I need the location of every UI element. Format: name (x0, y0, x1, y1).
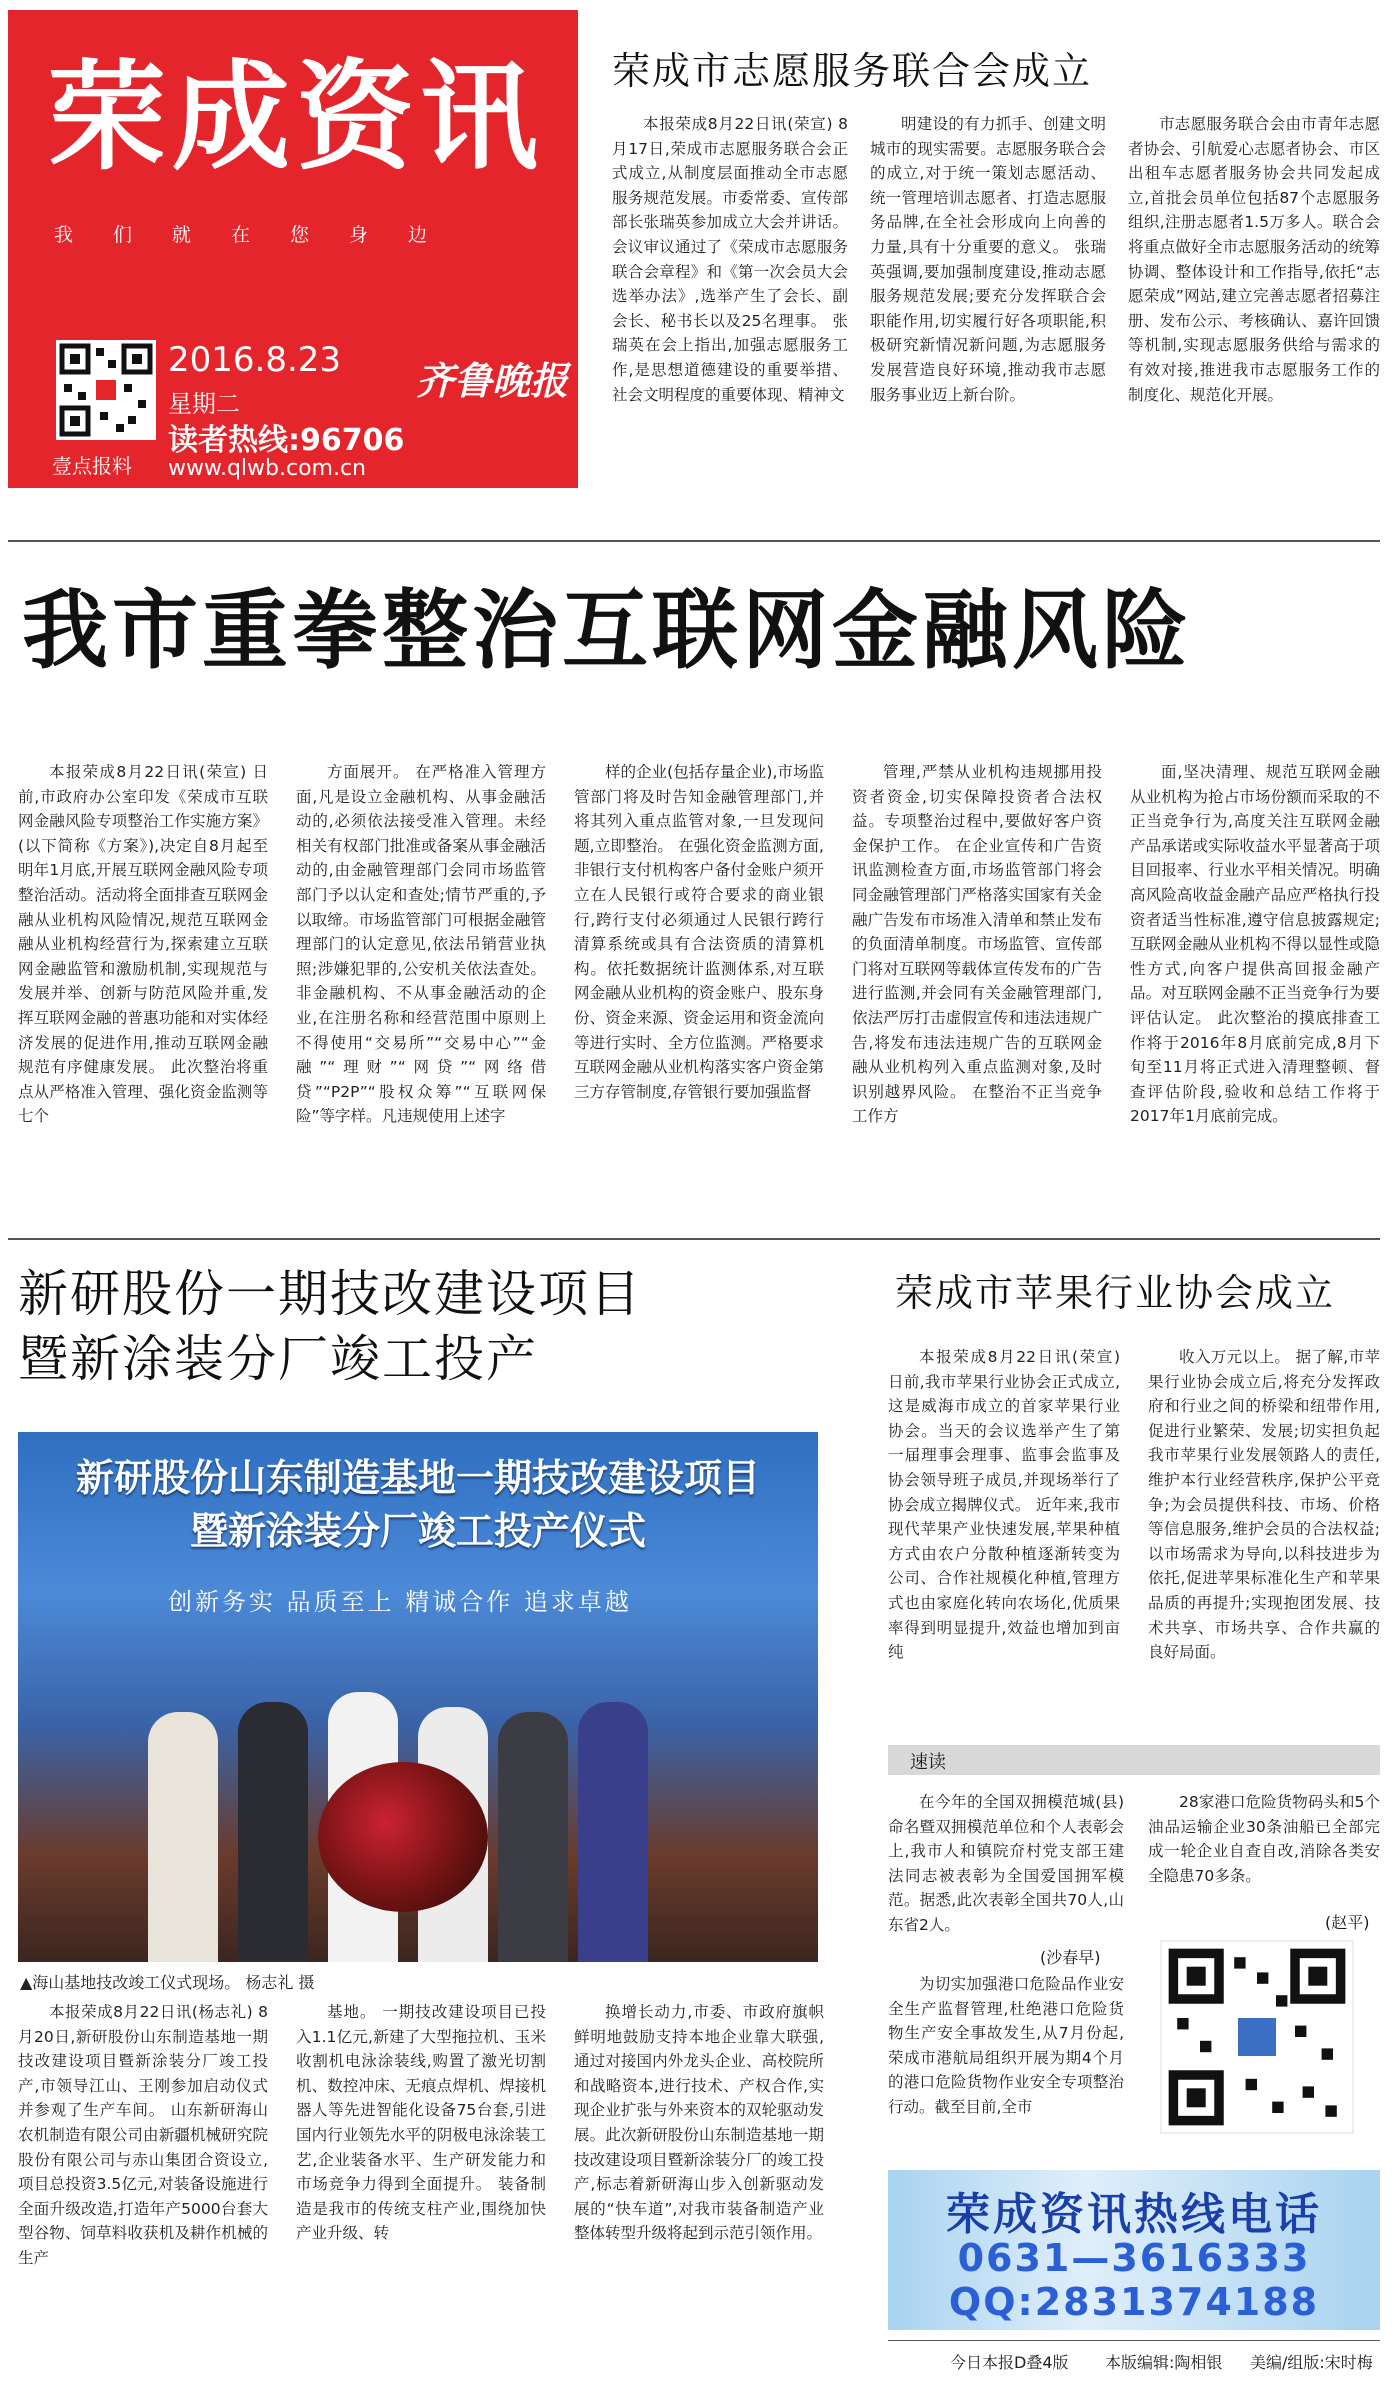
article2-headline: 我市重拳整治互联网金融风险 (22, 581, 1192, 681)
article4-headline: 荣成市苹果行业协会成立 (895, 1271, 1336, 1315)
briefs-header (888, 1745, 1380, 1775)
article1-headline: 荣成市志愿服务联合会成立 (612, 49, 1093, 93)
footer-edition: 今日本报D叠4版 (950, 2353, 1069, 2372)
hotline-phone[interactable]: 0631—3616333 (957, 2236, 1311, 2280)
divider (888, 2340, 1380, 2341)
article2-col3: 样的企业(包括存量企业),市场监管部门将及时告知金融管理部门,并将其列入重点监管对象,一旦发现问题,立即整治。 在强化资金监测方面,非银行支付机构客户备付金账户须开立在人民银行或符合要求的商业银行,跨行支付必须通过人民银行跨行清算系统或具有合法资质的清算机构。依托数据统计监测体系,对互联网金融从业机构的资金账户、股东身份、资金来源、资金运用和资金流向等进行实时、全方位监测。严格要求互联网金融从业机构落实客户资金第三方存管制度,存管银行要加强监督 (574, 763, 824, 1101)
website-url[interactable]: www.qlwb.com.cn (168, 456, 366, 481)
hotline-ad (888, 2170, 1380, 2330)
qr-code-icon[interactable] (56, 340, 156, 440)
launch-globe (318, 1762, 488, 1912)
person (148, 1712, 218, 1962)
newspaper-logo: 齐鲁晚报 (416, 358, 569, 403)
article2-col4: 管理,严禁从业机构违规挪用投资者资金,切实保障投资者合法权益。专项整治过程中,要做好客户资金保护工作。 在企业宣传和广告资讯监测检查方面,市场监管部门将会同金融管理部门严格落实国家有关金融广告发布市场准入清单和禁止发布的负面清单制度。市场监管、宣传部门将对互联网等载体宣传发布的广告进行监测,并会同有关金融管理部门,依法严厉打击虚假宣传和违法违规广告,将发布违法违规广告的互联网金融从业机构列入重点监测对象,及时识别越界风险。 在整治不正当竞争工作方 (852, 763, 1102, 1126)
event-photo (18, 1432, 818, 1962)
photo-slogan-text: 创新务实 品质至上 精诚合作 追求卓越 (168, 1588, 632, 1616)
article3-col1: 本报荣成8月22日讯(杨志礼) 8月20日,新研股份山东制造基地一期技改建设项目暨新涂装分厂竣工投产,市领导江山、王刚参加启动仪式并参观了生产车间。 山东新研海山农机制造有限公司由新疆机械研究院股份有限公司与赤山集团合资设立,项目总投资3.5亿元,对装备设施进行全面升级改造,打造年产5000台套大型谷物、饲草料收获机及耕作机械的生产 (18, 2003, 268, 2267)
article3-col3: 换增长动力,市委、市政府旗帜鲜明地鼓励支持本地企业靠大联强,通过对接国内外龙头企业、高校院所和战略资本,进行技术、产权合作,实现企业扩张与外来资本的双轮驱动发展。此次新研股份山东制造基地一期技改建设项目暨新涂装分厂的竣工投产,标志着新研海山步入创新驱动发展的“快车道”,对我市装备制造产业整体转型升级将起到示范引领作用。 (574, 2003, 824, 2243)
hotline-title: 荣成资讯热线电话 (946, 2189, 1322, 2240)
photo-banner-text: 新研股份山东制造基地一期技改建设项目暨新涂装分厂竣工投产仪式 (75, 1456, 760, 1554)
brief-item1-author: (沙春早) (1040, 1948, 1101, 1967)
article3-col2: 基地。 一期技改建设项目已投入1.1亿元,新建了大型拖拉机、玉米收割机电泳涂装线,购置了激光切割机、数控冲床、无痕点焊机、焊接机器人等先进智能化设备75台套,引进国内行业领先水平的阴极电泳涂装工艺,企业装备水平、生产研发能力和市场竞争力得到全面提升。 装备制造是我市的传统支柱产业,围绕加快产业升级、转 (296, 2003, 546, 2243)
photo-caption: ▲海山基地技改竣工仪式现场。 杨志礼 摄 (20, 1973, 315, 1992)
person (238, 1702, 308, 1962)
article2-col5: 面,坚决清理、规范互联网金融从业机构为抢占市场份额而采取的不正当竞争行为,高度关注互联网金融产品承诺或实际收益水平显著高于项目回报率、行业水平相关情况。明确高风险高收益金融产品应严格执行投资者适当性标准,遵守信息披露规定;互联网金融从业机构不得以显性或隐性方式,向客户提供高回报金融产品。对互联网金融不正当竞争行为要评估认定。 此次整治的摸底排查工作将于2016年8月底前完成,8月下旬至11月将正式进入清理整顿、督查评估阶段,验收和总结工作将于2017年1月底前完成。 (1130, 763, 1380, 1126)
brief-item1: 在今年的全国双拥模范城(县)命名暨双拥模范单位和个人表彰会上,我市人和镇院夼村党支部王建法同志被表彰为全国爱国拥军模范。据悉,此次表彰全国共70人,山东省2人。 (888, 1793, 1124, 1934)
article3-headline-line1: 新研股份一期技改建设项目 (18, 1265, 642, 1323)
article1-col2: 明建设的有力抓手、创建文明城市的现实需要。志愿服务联合会的成立,对于统一策划志愿活动、统一管理培训志愿者、打造志愿服务品牌,在全社会形成向上向善的力量,具有十分重要的意义。 张瑞英强调,要加强制度建设,推动志愿服务规范发展;要充分发挥联合会职能作用,切实履行好各项职能,积极研究新情况新问题,为志愿服务发展营造良好环境,推动我市志愿服务事业迈上新台阶。 (870, 115, 1106, 404)
footer-editor: 本版编辑:陶相银 (1105, 2353, 1223, 2372)
article2-col2: 方面展开。 在严格准入管理方面,凡是设立金融机构、从事金融活动的,必须依法接受准入管理。未经相关有权部门批准或备案从事金融活动的,由金融管理部门会同市场监管部门予以认定和查处;情节严重的,予以取缔。市场监管部门可根据金融管理部门的认定意见,依法吊销营业执照;涉嫌犯罪的,公安机关依法查处。非金融机构、不从事金融活动的企业,在注册名称和经营范围中原则上不得使用“交易所”“交易中心”“金融”“理财”“网贷”“网络借贷”“P2P”“股权众筹”“互联网保险”等字样。凡违规使用上述字 (296, 763, 546, 1126)
masthead (8, 10, 578, 488)
hotline-qq[interactable]: QQ:2831374188 (948, 2280, 1320, 2324)
person (578, 1702, 648, 1962)
masthead-slogan: 我们就在您身边 (54, 224, 468, 246)
issue-weekday: 星期二 (168, 390, 240, 418)
article1-col3: 市志愿服务联合会由市青年志愿者协会、引航爱心志愿者协会、市区出租车志愿者服务协会共同发起成立,首批会员单位包括87个志愿服务组织,注册志愿者1.5万多人。联合会将重点做好全市志愿服务活动的统筹协调、整体设计和工作指导,依托“志愿荣成”网站,建立完善志愿者招募注册、发布公示、考核确认、嘉许回馈等机制,实现志愿服务供给与需求的有效对接,推进我市志愿服务工作的制度化、规范化开展。 (1128, 115, 1380, 404)
footer-design: 美编/组版:宋时梅 (1250, 2353, 1373, 2372)
masthead-title: 荣成资讯 (48, 47, 545, 186)
article4-col2: 收入万元以上。 据了解,市苹果行业协会成立后,将充分发挥政府和行业之间的桥梁和纽带作用,促进行业繁荣、发展;切实担负起我市苹果行业发展领路人的责任,维护本行业经营秩序,保护公平竞争;为会员提供科技、市场、价格等信息服务,维护会员的合法权益;以市场需求为导向,以科技进步为依托,促进苹果标准化生产和苹果品质的再提升;实现抱团发展、技术共享、市场共享、合作共赢的良好局面。 (1148, 1348, 1380, 1662)
article3-headline (18, 1262, 642, 1392)
briefs-label: 速读 (910, 1752, 946, 1773)
issue-date: 2016.8.23 (168, 340, 342, 380)
person (498, 1712, 568, 1962)
brief-item2-continued: 28家港口危险货物码头和5个油品运输企业30条油船已全部完成一轮企业自查自改,消除各类安全隐患70多条。 (1148, 1793, 1380, 1885)
article4-col1: 本报荣成8月22日讯(荣宣) 日前,我市苹果行业协会正式成立,这是威海市成立的首家苹果行业协会。当天的会议选举产生了第一届理事会理事、监事会监事及协会领导班子成员,并现场举行了协会成立揭牌仪式。 近年来,我市现代苹果产业快速发展,苹果种植方式由农户分散种植逐渐转变为公司、合作社规模化种植,管理方式也由家庭化转向农场化,优质果率得到明显提升,效益也增加到亩纯 (888, 1348, 1120, 1662)
brief-item2-author: (赵平) (1325, 1913, 1370, 1932)
article2-col1: 本报荣成8月22日讯(荣宣) 日前,市政府办公室印发《荣成市互联网金融风险专项整治工作实施方案》(以下简称《方案》),决定自8月起至明年1月底,开展互联网金融风险专项整治活动。活动将全面排查互联网金融从业机构风险情况,规范互联网金融从业机构经营行为,探索建立互联网金融监管和激励机制,实现规范与发展并举、创新与防范风险并重,发挥互联网金融的普惠功能和对实体经济发展的促进作用,推动互联网金融规范有序健康发展。 此次整治将重点从严格准入管理、强化资金监测等七个 (18, 763, 268, 1126)
brief-item2: 为切实加强港口危险品作业安全生产监督管理,杜绝港口危险货物生产安全事故发生,从7月份起,荣成市港航局组织开展为期4个月的港口危险货物作业安全专项整治行动。截至目前,全市 (888, 1975, 1124, 2116)
reader-hotline: 读者热线:96706 (168, 423, 405, 458)
qr-code-icon[interactable] (1160, 1940, 1354, 2134)
divider (8, 1238, 1380, 1240)
article1-col1: 本报荣成8月22日讯(荣宣) 8月17日,荣成市志愿服务联合会正式成立,从制度层面推动全市志愿服务规范发展。市委常委、宣传部部长张瑞英参加成立大会并讲话。 会议审议通过了《荣成市志愿服务联合会章程》和《第一次会员大会选举办法》,选举产生了会长、副会长、秘书长以及25名理事。 张瑞英在会上指出,加强志愿服务工作,是思想道德建设的重要举措、社会文明程度的重要体现、精神文 (612, 115, 848, 404)
qr-label: 壹点报料 (52, 454, 132, 478)
divider (8, 540, 1380, 542)
article3-headline-line2: 暨新涂装分厂竣工投产 (18, 1330, 538, 1388)
